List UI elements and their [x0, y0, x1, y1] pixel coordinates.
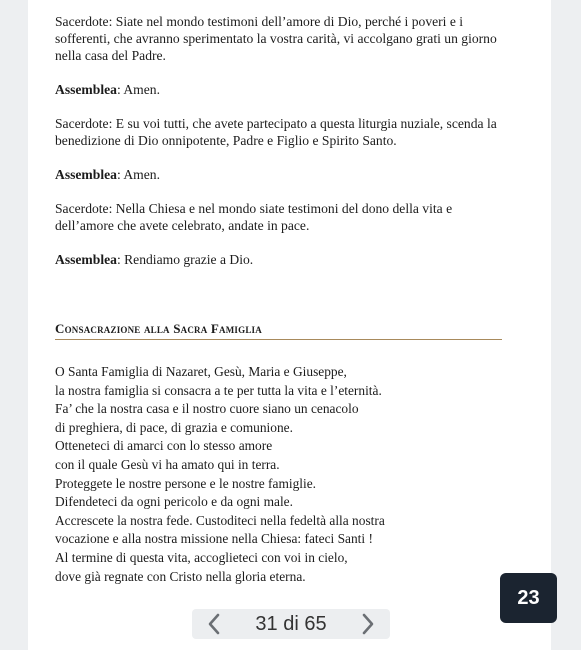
page-navigator [192, 609, 390, 639]
liturgy-paragraph: Assemblea: Amen. [55, 82, 160, 97]
prayer-line: Proteggete le nostre persone e le nostre famiglie. [55, 475, 317, 491]
chevron-right-icon [361, 613, 375, 635]
liturgy-paragraph: Sacerdote: E su voi tutti, che avete partecipato a questa liturgia nuziale, scenda la benedizione di Dio onnipotente, Padre e Figlio e Spirito Santo. [55, 116, 497, 148]
previous-page-button[interactable] [204, 612, 224, 636]
liturgy-paragraph: Assemblea: Rendiamo grazie a Dio. [55, 252, 254, 267]
prayer-line: Difendeteci da ogni pericolo e da ogni male. [55, 494, 293, 510]
prayer-line: Al termine di questa vita, accoglieteci con voi in cielo, [55, 549, 348, 565]
liturgy-paragraph: Sacerdote: Siate nel mondo testimoni dell’amore di Dio, perché i poveri e i sofferenti, che avranno sperimentato la vostra carità, vi accolgano grati un giorno nella casa del Padre. [55, 14, 497, 63]
prayer-line: Otteneteci di amarci con lo stesso amore [55, 438, 273, 454]
section-title: Consacrazione alla Sacra Famiglia [55, 321, 502, 340]
prayer-line: di preghiera, di pace, di grazia e comunione. [55, 419, 293, 435]
page-number-badge: 23 [500, 573, 557, 623]
chevron-left-icon [207, 613, 221, 635]
prayer-line: Fa’ che la nostra casa e il nostro cuore siano un cenacolo [55, 401, 359, 417]
prayer-line: con il quale Gesù vi ha amato qui in terra. [55, 456, 280, 472]
prayer-line: la nostra famiglia si consacra a te per tutta la vita e l’eternità. [55, 382, 382, 398]
prayer-line: vocazione e alla nostra missione nella Chiesa: fateci Santi ! [55, 531, 373, 547]
liturgy-paragraph: Sacerdote: Nella Chiesa e nel mondo siate testimoni del dono della vita e dell’amore che avete celebrato, andate in pace. [55, 201, 453, 233]
prayer-line: dove già regnate con Cristo nella gloria eterna. [55, 568, 306, 584]
liturgy-text [55, 13, 500, 268]
liturgy-paragraph: Assemblea: Amen. [55, 167, 160, 182]
prayer-line: O Santa Famiglia di Nazaret, Gesù, Maria e Giuseppe, [55, 364, 347, 379]
prayer-text [55, 363, 500, 586]
page-counter: 31 di 65 [255, 612, 327, 635]
prayer-line: Accrescete la nostra fede. Custoditeci nella fedeltà alla nostra [55, 512, 385, 528]
next-page-button[interactable] [358, 612, 378, 636]
